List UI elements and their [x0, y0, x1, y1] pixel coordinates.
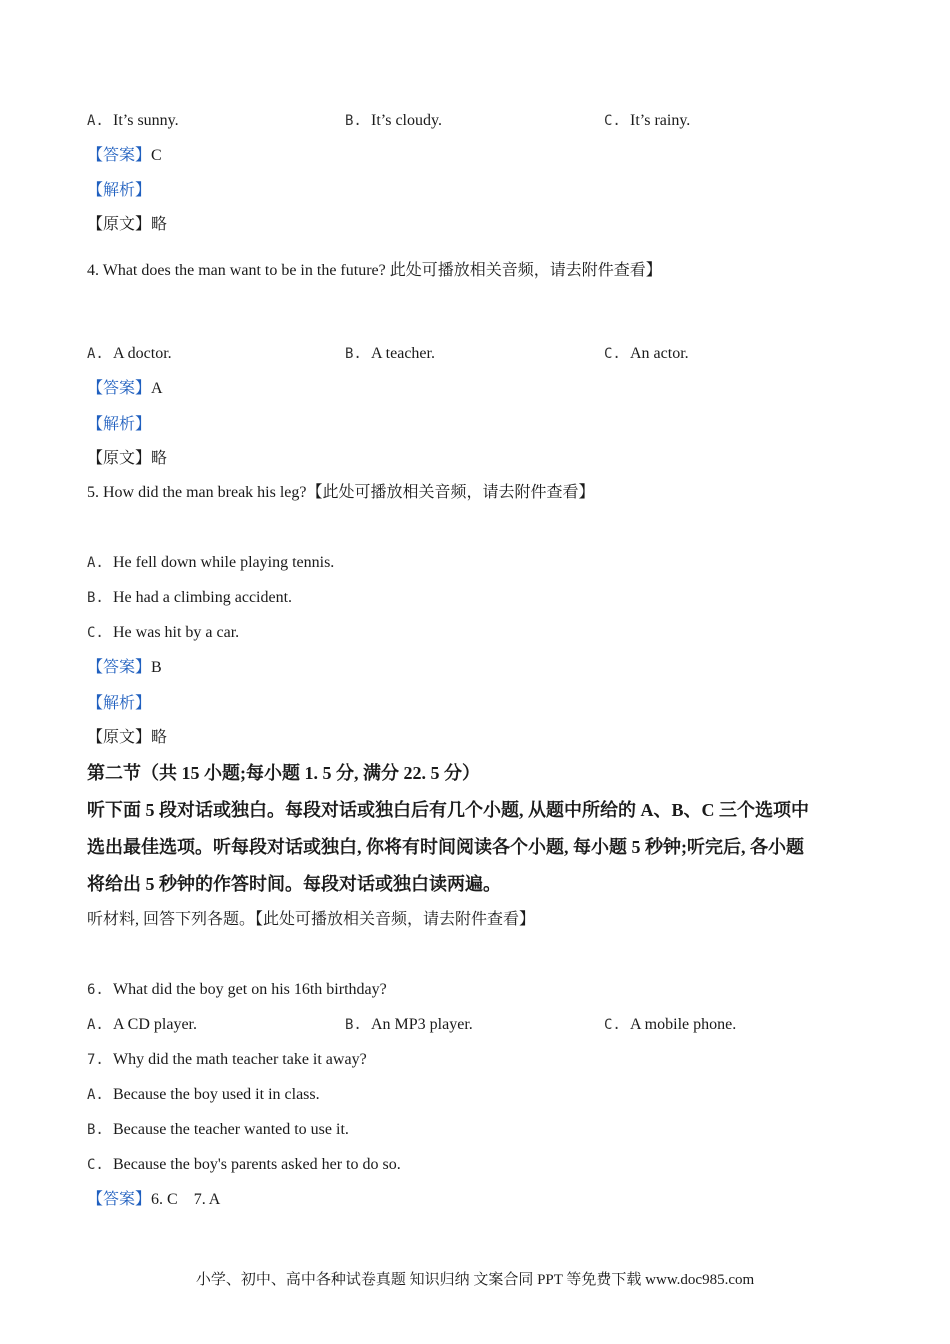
q5-answer: [87, 657, 162, 679]
q4-original: [87, 448, 167, 470]
answer-value: A: [151, 380, 163, 397]
option-letter: A.: [87, 1087, 104, 1103]
option-text: A mobile phone.: [630, 1016, 737, 1033]
answer-value: B: [151, 659, 162, 676]
option-letter: A.: [87, 113, 104, 129]
answer-label: 【答案】: [87, 659, 152, 676]
section2-instruction-line-3: 将给出 5 秒钟的作答时间。每段对话或独白读两遍。: [87, 874, 501, 894]
q3-answer: [87, 145, 162, 167]
q4-option-a: [87, 343, 172, 365]
option-letter: B.: [87, 1122, 104, 1138]
question-number: 6.: [87, 982, 104, 998]
option-text: An MP3 player.: [371, 1016, 473, 1033]
original-value: 略: [151, 729, 168, 746]
q5-question: 5. How did the man break his leg?【此处可播放相关音频，请去附件查看】: [87, 484, 595, 501]
q6-option-a: [87, 1014, 197, 1036]
q6-option-c: [604, 1014, 736, 1036]
option-letter: A.: [87, 1017, 104, 1033]
option-letter: A.: [87, 555, 104, 571]
q5-analysis-label: 【解析】: [87, 695, 152, 712]
q7-question: [87, 1049, 367, 1071]
q4-option-c: [604, 343, 689, 365]
page-footer: 小学、初中、高中各种试卷真题 知识归纳 文案合同 PPT 等免费下载 www.doc985.com: [195, 1272, 755, 1288]
option-letter: C.: [604, 1017, 621, 1033]
q3-option-b: [345, 110, 442, 132]
original-value: 略: [151, 216, 168, 233]
option-letter: B.: [345, 1017, 362, 1033]
option-letter: C.: [87, 1157, 104, 1173]
option-text: It’s rainy.: [630, 112, 691, 129]
q3-option-c: [604, 110, 690, 132]
original-label: 【原文】: [87, 729, 152, 746]
answer-label: 【答案】: [87, 380, 152, 397]
option-text: It’s cloudy.: [371, 112, 442, 129]
section2-title: 第二节（共 15 小题;每小题 1. 5 分, 满分 22. 5 分）: [87, 763, 480, 783]
original-label: 【原文】: [87, 216, 152, 233]
q7-option-b: [87, 1119, 349, 1141]
q3-analysis-label: 【解析】: [87, 182, 152, 199]
answer-value: 6. C 7. A: [151, 1191, 221, 1208]
q5-option-b: [87, 587, 292, 609]
option-text: He had a climbing accident.: [113, 589, 293, 606]
option-text: It’s sunny.: [113, 112, 179, 129]
q5-option-a: [87, 552, 334, 574]
section2-instruction-line-2: 选出最佳选项。听每段对话或独白, 你将有时间阅读各个小题, 每小题 5 秒钟;听完后, 各小题: [87, 837, 804, 857]
q6-question: [87, 979, 387, 1001]
option-text: Because the boy used it in class.: [113, 1086, 320, 1103]
option-text: An actor.: [630, 345, 689, 362]
q5-option-c: [87, 622, 239, 644]
section2-instruction-line-1: 听下面 5 段对话或独白。每段对话或独白后有几个小题, 从题中所给的 A、B、C 三个选项中: [87, 800, 810, 820]
answers-6-7: [87, 1189, 220, 1211]
option-letter: C.: [604, 113, 621, 129]
q4-analysis-label: 【解析】: [87, 416, 152, 433]
option-letter: B.: [87, 590, 104, 606]
option-letter: C.: [87, 625, 104, 641]
q3-original: [87, 214, 167, 236]
answer-label: 【答案】: [87, 147, 152, 164]
q5-original: [87, 727, 167, 749]
option-letter: B.: [345, 113, 362, 129]
question-text: What did the boy get on his 16th birthday?: [113, 981, 387, 998]
option-text: Because the teacher wanted to use it.: [113, 1121, 349, 1138]
option-text: He was hit by a car.: [113, 624, 240, 641]
option-text: Because the boy's parents asked her to do so.: [113, 1156, 401, 1173]
answer-value: C: [151, 147, 162, 164]
answer-label: 【答案】: [87, 1191, 152, 1208]
option-letter: B.: [345, 346, 362, 362]
question-number: 7.: [87, 1052, 104, 1068]
q3-option-a: [87, 110, 179, 132]
option-text: A teacher.: [371, 345, 435, 362]
q7-option-a: [87, 1084, 320, 1106]
original-value: 略: [151, 450, 168, 467]
q4-answer: [87, 378, 163, 400]
option-text: A doctor.: [113, 345, 172, 362]
option-text: A CD player.: [113, 1016, 197, 1033]
option-letter: A.: [87, 346, 104, 362]
question-text: Why did the math teacher take it away?: [113, 1051, 367, 1068]
q6-option-b: [345, 1014, 473, 1036]
q7-option-c: [87, 1154, 401, 1176]
q4-option-b: [345, 343, 435, 365]
option-text: He fell down while playing tennis.: [113, 554, 335, 571]
original-label: 【原文】: [87, 450, 152, 467]
q4-question: 4. What does the man want to be in the future? 此处可播放相关音频，请去附件查看】: [87, 262, 662, 279]
option-letter: C.: [604, 346, 621, 362]
listen-prompt: 听材料, 回答下列各题。【此处可播放相关音频，请去附件查看】: [87, 911, 536, 928]
